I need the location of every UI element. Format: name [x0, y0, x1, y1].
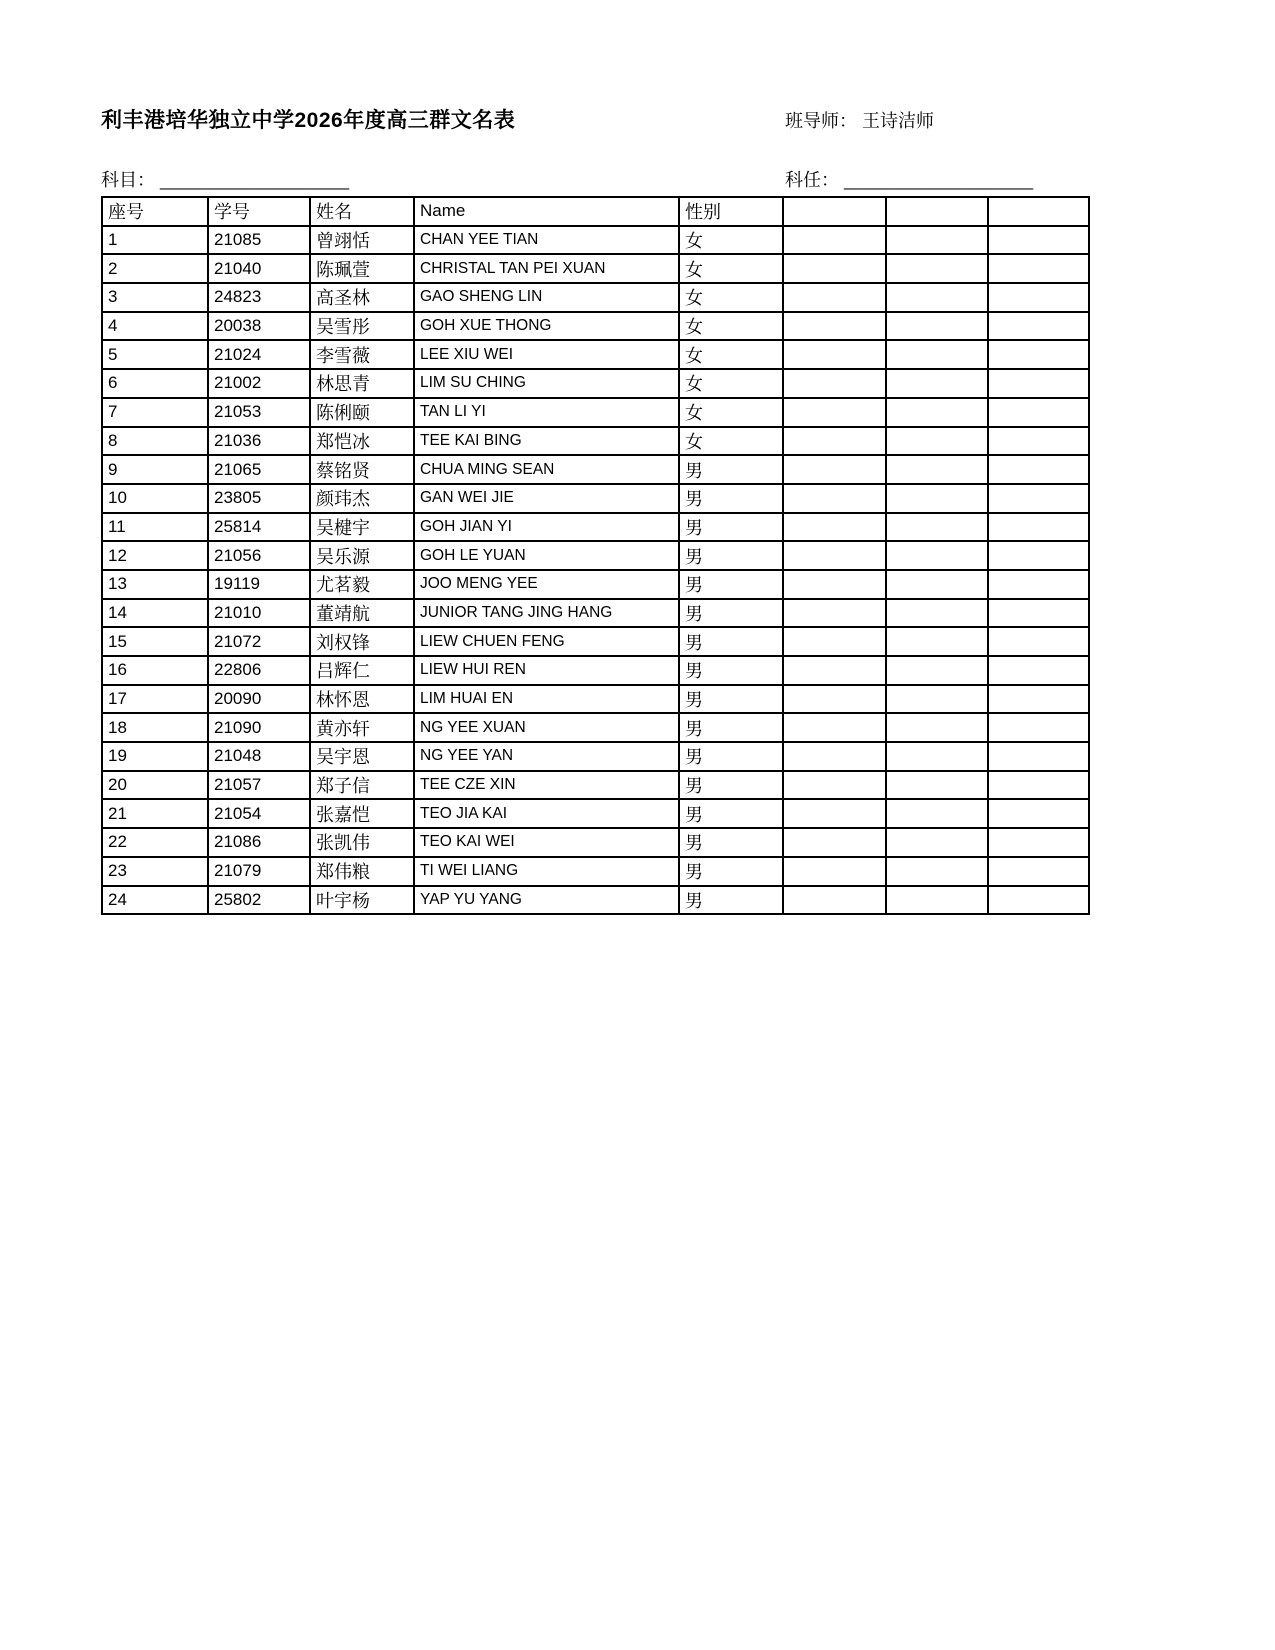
blank-cell — [886, 570, 988, 599]
blank-cell — [783, 799, 886, 828]
student-row — [102, 857, 1089, 886]
seat-number-cell: 16 — [102, 656, 208, 685]
blank-cell — [783, 484, 886, 513]
english-name-cell: TI WEI LIANG — [414, 857, 679, 886]
seat-number-cell: 24 — [102, 886, 208, 915]
seat-number-cell: 3 — [102, 283, 208, 312]
student-row — [102, 254, 1089, 283]
chinese-name-cell: 蔡铭贤 — [310, 455, 414, 484]
blank-cell — [783, 340, 886, 369]
blank-cell — [988, 828, 1089, 857]
student-row — [102, 340, 1089, 369]
gender-cell: 女 — [679, 283, 783, 312]
gender-cell: 女 — [679, 340, 783, 369]
chinese-name-cell: 刘权锋 — [310, 627, 414, 656]
blank-cell — [886, 484, 988, 513]
blank-cell — [988, 713, 1089, 742]
gender-cell: 男 — [679, 886, 783, 915]
english-name-cell: YAP YU YANG — [414, 886, 679, 915]
gender-cell: 男 — [679, 857, 783, 886]
blank-cell — [988, 254, 1089, 283]
student-row — [102, 828, 1089, 857]
blank-cell — [783, 771, 886, 800]
blank-cell — [988, 857, 1089, 886]
student-row — [102, 513, 1089, 542]
blank-cell — [988, 312, 1089, 341]
blank-cell — [886, 427, 988, 456]
blank-cell — [988, 513, 1089, 542]
blank-cell — [988, 742, 1089, 771]
seat-number-cell: 5 — [102, 340, 208, 369]
chinese-name-cell: 董靖航 — [310, 599, 414, 628]
gender-cell: 女 — [679, 226, 783, 255]
student-row — [102, 484, 1089, 513]
blank-cell — [783, 685, 886, 714]
student-row — [102, 742, 1089, 771]
blank-cell — [886, 799, 988, 828]
gender-cell: 男 — [679, 828, 783, 857]
blank-cell — [886, 599, 988, 628]
gender-cell: 男 — [679, 599, 783, 628]
student-id-cell: 24823 — [208, 283, 310, 312]
header-seat-number: 座号 — [102, 197, 208, 226]
student-id-cell: 21024 — [208, 340, 310, 369]
blank-cell — [886, 713, 988, 742]
class-roster-table — [101, 196, 1090, 915]
student-row — [102, 226, 1089, 255]
blank-cell — [886, 455, 988, 484]
blank-cell — [886, 312, 988, 341]
blank-cell — [783, 398, 886, 427]
student-row — [102, 398, 1089, 427]
chinese-name-cell: 郑子信 — [310, 771, 414, 800]
page-title: 利丰港培华独立中学2026年度高三群文名表 — [101, 109, 516, 132]
blank-cell — [988, 283, 1089, 312]
seat-number-cell: 14 — [102, 599, 208, 628]
subject-teacher-blank-line: ____________________ — [844, 171, 1034, 190]
student-id-cell: 19119 — [208, 570, 310, 599]
blank-cell — [988, 886, 1089, 915]
seat-number-cell: 19 — [102, 742, 208, 771]
student-row — [102, 369, 1089, 398]
chinese-name-cell: 陈珮萱 — [310, 254, 414, 283]
blank-cell — [886, 340, 988, 369]
blank-cell — [886, 254, 988, 283]
english-name-cell: NG YEE XUAN — [414, 713, 679, 742]
blank-cell — [988, 226, 1089, 255]
header-gender: 性别 — [679, 197, 783, 226]
student-id-cell: 25814 — [208, 513, 310, 542]
blank-cell — [988, 369, 1089, 398]
subject-blank-line: ____________________ — [160, 171, 350, 190]
student-id-cell: 21090 — [208, 713, 310, 742]
english-name-cell: LIM HUAI EN — [414, 685, 679, 714]
blank-cell — [783, 599, 886, 628]
blank-cell — [783, 742, 886, 771]
english-name-cell: LIEW HUI REN — [414, 656, 679, 685]
english-name-cell: GAN WEI JIE — [414, 484, 679, 513]
seat-number-cell: 15 — [102, 627, 208, 656]
student-id-cell: 21065 — [208, 455, 310, 484]
header-row — [102, 197, 1089, 226]
english-name-cell: GOH XUE THONG — [414, 312, 679, 341]
english-name-cell: JOO MENG YEE — [414, 570, 679, 599]
gender-cell: 男 — [679, 541, 783, 570]
chinese-name-cell: 李雪薇 — [310, 340, 414, 369]
english-name-cell: GOH LE YUAN — [414, 541, 679, 570]
blank-cell — [783, 627, 886, 656]
blank-cell — [988, 685, 1089, 714]
header-student-id: 学号 — [208, 197, 310, 226]
chinese-name-cell: 曾翊恬 — [310, 226, 414, 255]
student-row — [102, 771, 1089, 800]
header-chinese-name: 姓名 — [310, 197, 414, 226]
student-row — [102, 312, 1089, 341]
blank-cell — [988, 627, 1089, 656]
student-row — [102, 283, 1089, 312]
header-blank-1 — [783, 197, 886, 226]
blank-cell — [783, 283, 886, 312]
student-id-cell: 20090 — [208, 685, 310, 714]
english-name-cell: CHUA MING SEAN — [414, 455, 679, 484]
seat-number-cell: 22 — [102, 828, 208, 857]
student-row — [102, 627, 1089, 656]
subject-label: 科目： — [101, 170, 155, 190]
gender-cell: 男 — [679, 685, 783, 714]
english-name-cell: GAO SHENG LIN — [414, 283, 679, 312]
blank-cell — [783, 369, 886, 398]
english-name-cell: TAN LI YI — [414, 398, 679, 427]
blank-cell — [783, 656, 886, 685]
blank-cell — [988, 771, 1089, 800]
blank-cell — [988, 541, 1089, 570]
header-english-name: Name — [414, 197, 679, 226]
chinese-name-cell: 吕辉仁 — [310, 656, 414, 685]
gender-cell: 女 — [679, 369, 783, 398]
english-name-cell: CHRISTAL TAN PEI XUAN — [414, 254, 679, 283]
homeroom-teacher-label: 班导师： 王诗洁师 — [785, 111, 935, 131]
gender-cell: 男 — [679, 513, 783, 542]
chinese-name-cell: 吴宇恩 — [310, 742, 414, 771]
gender-cell: 女 — [679, 398, 783, 427]
chinese-name-cell: 张嘉恺 — [310, 799, 414, 828]
chinese-name-cell: 尤茗毅 — [310, 570, 414, 599]
seat-number-cell: 1 — [102, 226, 208, 255]
english-name-cell: LEE XIU WEI — [414, 340, 679, 369]
blank-cell — [988, 799, 1089, 828]
student-row — [102, 685, 1089, 714]
blank-cell — [886, 771, 988, 800]
blank-cell — [988, 570, 1089, 599]
student-id-cell: 21054 — [208, 799, 310, 828]
student-id-cell: 23805 — [208, 484, 310, 513]
blank-cell — [988, 427, 1089, 456]
gender-cell: 男 — [679, 627, 783, 656]
blank-cell — [783, 455, 886, 484]
header-blank-2 — [886, 197, 988, 226]
student-row — [102, 886, 1089, 915]
blank-cell — [886, 828, 988, 857]
chinese-name-cell: 黄亦轩 — [310, 713, 414, 742]
chinese-name-cell: 陈俐颐 — [310, 398, 414, 427]
blank-cell — [886, 226, 988, 255]
student-id-cell: 21048 — [208, 742, 310, 771]
seat-number-cell: 23 — [102, 857, 208, 886]
blank-cell — [886, 627, 988, 656]
student-id-cell: 21085 — [208, 226, 310, 255]
blank-cell — [886, 656, 988, 685]
header-blank-3 — [988, 197, 1089, 226]
student-id-cell: 21040 — [208, 254, 310, 283]
english-name-cell: TEO JIA KAI — [414, 799, 679, 828]
english-name-cell: TEE KAI BING — [414, 427, 679, 456]
student-row — [102, 570, 1089, 599]
student-id-cell: 21057 — [208, 771, 310, 800]
seat-number-cell: 18 — [102, 713, 208, 742]
student-id-cell: 25802 — [208, 886, 310, 915]
gender-cell: 女 — [679, 254, 783, 283]
student-id-cell: 20038 — [208, 312, 310, 341]
chinese-name-cell: 高圣林 — [310, 283, 414, 312]
chinese-name-cell: 叶宇杨 — [310, 886, 414, 915]
blank-cell — [886, 742, 988, 771]
chinese-name-cell: 颜玮杰 — [310, 484, 414, 513]
gender-cell: 男 — [679, 570, 783, 599]
english-name-cell: LIM SU CHING — [414, 369, 679, 398]
chinese-name-cell: 郑伟粮 — [310, 857, 414, 886]
seat-number-cell: 21 — [102, 799, 208, 828]
student-row — [102, 713, 1089, 742]
english-name-cell: GOH JIAN YI — [414, 513, 679, 542]
english-name-cell: CHAN YEE TIAN — [414, 226, 679, 255]
seat-number-cell: 12 — [102, 541, 208, 570]
student-id-cell: 21056 — [208, 541, 310, 570]
blank-cell — [783, 541, 886, 570]
blank-cell — [886, 541, 988, 570]
blank-cell — [988, 340, 1089, 369]
student-id-cell: 21086 — [208, 828, 310, 857]
blank-cell — [783, 713, 886, 742]
student-id-cell: 21002 — [208, 369, 310, 398]
blank-cell — [886, 283, 988, 312]
english-name-cell: LIEW CHUEN FENG — [414, 627, 679, 656]
student-row — [102, 541, 1089, 570]
student-row — [102, 427, 1089, 456]
blank-cell — [783, 427, 886, 456]
blank-cell — [783, 886, 886, 915]
student-id-cell: 21079 — [208, 857, 310, 886]
blank-cell — [886, 857, 988, 886]
seat-number-cell: 4 — [102, 312, 208, 341]
chinese-name-cell: 林思青 — [310, 369, 414, 398]
seat-number-cell: 13 — [102, 570, 208, 599]
subject-teacher-label: 科任： — [785, 170, 839, 190]
gender-cell: 女 — [679, 427, 783, 456]
blank-cell — [988, 599, 1089, 628]
subject-line — [101, 166, 349, 192]
blank-cell — [886, 685, 988, 714]
blank-cell — [988, 656, 1089, 685]
seat-number-cell: 17 — [102, 685, 208, 714]
student-id-cell: 21036 — [208, 427, 310, 456]
chinese-name-cell: 张凯伟 — [310, 828, 414, 857]
english-name-cell: TEE CZE XIN — [414, 771, 679, 800]
gender-cell: 男 — [679, 455, 783, 484]
gender-cell: 男 — [679, 484, 783, 513]
chinese-name-cell: 吴乐源 — [310, 541, 414, 570]
blank-cell — [886, 886, 988, 915]
seat-number-cell: 7 — [102, 398, 208, 427]
blank-cell — [988, 455, 1089, 484]
gender-cell: 男 — [679, 656, 783, 685]
blank-cell — [783, 857, 886, 886]
seat-number-cell: 10 — [102, 484, 208, 513]
seat-number-cell: 2 — [102, 254, 208, 283]
student-row — [102, 799, 1089, 828]
student-row — [102, 599, 1089, 628]
chinese-name-cell: 吴楗宇 — [310, 513, 414, 542]
gender-cell: 男 — [679, 799, 783, 828]
student-id-cell: 21010 — [208, 599, 310, 628]
student-id-cell: 21053 — [208, 398, 310, 427]
chinese-name-cell: 郑恺冰 — [310, 427, 414, 456]
blank-cell — [783, 828, 886, 857]
subject-teacher-line — [785, 166, 1033, 192]
english-name-cell: NG YEE YAN — [414, 742, 679, 771]
blank-cell — [886, 398, 988, 427]
seat-number-cell: 9 — [102, 455, 208, 484]
english-name-cell: TEO KAI WEI — [414, 828, 679, 857]
blank-cell — [783, 226, 886, 255]
seat-number-cell: 8 — [102, 427, 208, 456]
gender-cell: 女 — [679, 312, 783, 341]
gender-cell: 男 — [679, 771, 783, 800]
student-row — [102, 455, 1089, 484]
blank-cell — [886, 369, 988, 398]
blank-cell — [988, 398, 1089, 427]
seat-number-cell: 6 — [102, 369, 208, 398]
blank-cell — [783, 513, 886, 542]
blank-cell — [988, 484, 1089, 513]
blank-cell — [783, 254, 886, 283]
chinese-name-cell: 林怀恩 — [310, 685, 414, 714]
seat-number-cell: 20 — [102, 771, 208, 800]
student-id-cell: 22806 — [208, 656, 310, 685]
seat-number-cell: 11 — [102, 513, 208, 542]
chinese-name-cell: 吴雪彤 — [310, 312, 414, 341]
blank-cell — [783, 312, 886, 341]
student-row — [102, 656, 1089, 685]
gender-cell: 男 — [679, 742, 783, 771]
student-id-cell: 21072 — [208, 627, 310, 656]
gender-cell: 男 — [679, 713, 783, 742]
blank-cell — [783, 570, 886, 599]
blank-cell — [886, 513, 988, 542]
english-name-cell: JUNIOR TANG JING HANG — [414, 599, 679, 628]
